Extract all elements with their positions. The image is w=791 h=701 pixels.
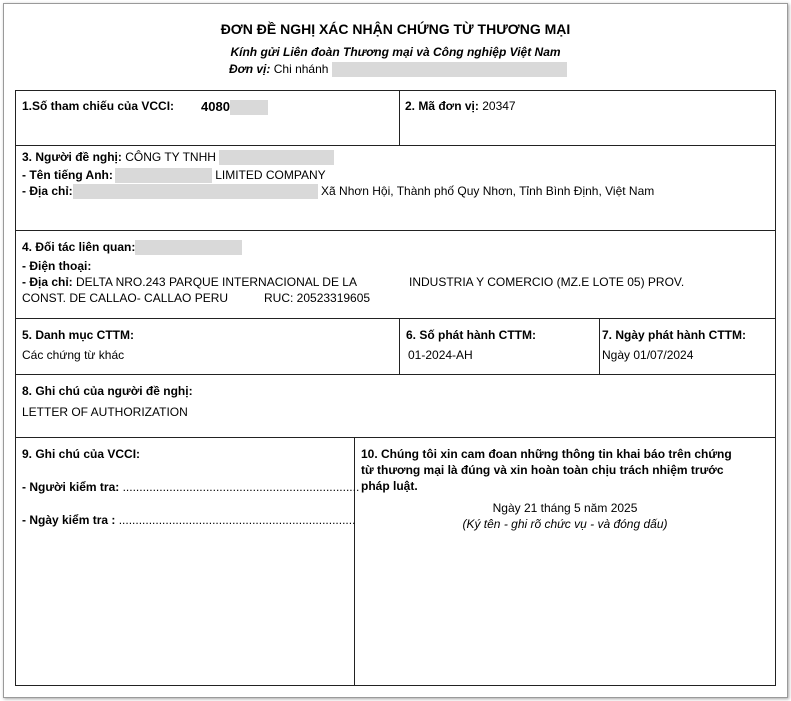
inspector-label: - Người kiểm tra: [22,480,120,494]
partner-address-part: DELTA NRO.243 PARQUE INTERNACIONAL DE LA [76,275,357,289]
section-3-label: 3. Người đề nghị: [22,150,122,164]
section-2 [405,99,516,113]
unit-line [229,62,567,77]
declaration-date: Ngày 21 tháng 5 năm 2025 [492,501,638,515]
partner-address-line [22,275,357,289]
section-1-label: 1.Số tham chiếu của VCCI: [22,99,175,113]
english-name-label: - Tên tiếng Anh: [22,168,113,182]
applicant-name: CÔNG TY TNHH [125,150,216,164]
section-8-label: 8. Ghi chú của người đề nghị: [22,384,193,398]
applicant-address-value: Xã Nhơn Hội, Thành phố Quy Nhơn, Tỉnh Bình Định, Việt Nam [321,184,655,198]
english-name-line [22,168,326,183]
redacted-block [115,168,212,183]
section-6-label: 6. Số phát hành CTTM: [406,328,536,342]
inspection-date-label: - Ngày kiểm tra : [22,513,116,527]
inspection-date-line [22,513,355,527]
redacted-block [219,150,334,165]
col-divider [354,437,355,686]
inspection-date-dots: ....................................................................... [118,513,356,527]
section-5-label: 5. Danh mục CTTM: [22,328,135,342]
partner-phone-label: - Điện thoại: [22,259,92,273]
unit-label: Đơn vị: [229,62,271,76]
unit-value: Chi nhánh [273,62,329,76]
inspector-dots: ....................................................................... [122,480,360,494]
english-name-value: LIMITED COMPANY [215,168,326,182]
partner-line [22,240,242,255]
redacted-block [332,62,567,77]
row-divider [15,374,775,375]
vcci-reference-value: 4080 [201,99,230,114]
issue-date-value: Ngày 01/07/2024 [602,348,694,362]
section-9-label: 9. Ghi chú của VCCI: [22,447,141,461]
form-title: ĐƠN ĐỀ NGHỊ XÁC NHẬN CHỨNG TỪ THƯƠNG MẠI [220,21,571,37]
document-number-value: 01-2024-AH [408,348,473,362]
section-4-label: 4. Đối tác liên quan: [22,240,136,254]
partner-address-part: CONST. DE CALLAO- CALLAO PERU [22,291,229,305]
col-divider [599,318,600,374]
applicant-note-value: LETTER OF AUTHORIZATION [22,405,188,419]
row-divider [15,230,775,231]
section-7-label: 7. Ngày phát hành CTTM: [602,328,746,342]
partner-address-part: INDUSTRIA Y COMERCIO (MZ.E LOTE 05) PROV. [409,275,685,289]
declaration-line-2: từ thương mại là đúng và xin hoàn toàn chịu trách nhiệm trước [361,463,724,477]
declaration-line-1: 10. Chúng tôi xin cam đoan những thông tin khai báo trên chứng [361,447,732,461]
addressee: Kính gửi Liên đoàn Thương mại và Công nghiệp Việt Nam [230,45,561,59]
partner-ruc: RUC: 20523319605 [264,291,371,305]
partner-address-label: - Địa chỉ: [22,275,73,289]
declaration-line-3: pháp luật. [361,479,418,493]
col-divider [399,318,400,374]
row-divider [15,437,775,438]
redacted-block [230,100,268,115]
col-divider [399,90,400,145]
redacted-block [73,184,318,199]
signature-note: (Ký tên - ghi rõ chức vụ - và đóng dấu) [462,517,668,531]
vcci-reference-number [201,99,268,115]
row-divider [15,145,775,146]
section-2-label: 2. Mã đơn vị: [405,99,479,113]
applicant-address-line [22,184,654,199]
row-divider [15,318,775,319]
applicant-address-label: - Địa chỉ: [22,184,73,198]
inspector-line [22,480,359,494]
applicant-line [22,150,334,165]
unit-code-value: 20347 [482,99,516,113]
redacted-block [135,240,242,255]
document-category-value: Các chứng từ khác [22,348,125,362]
